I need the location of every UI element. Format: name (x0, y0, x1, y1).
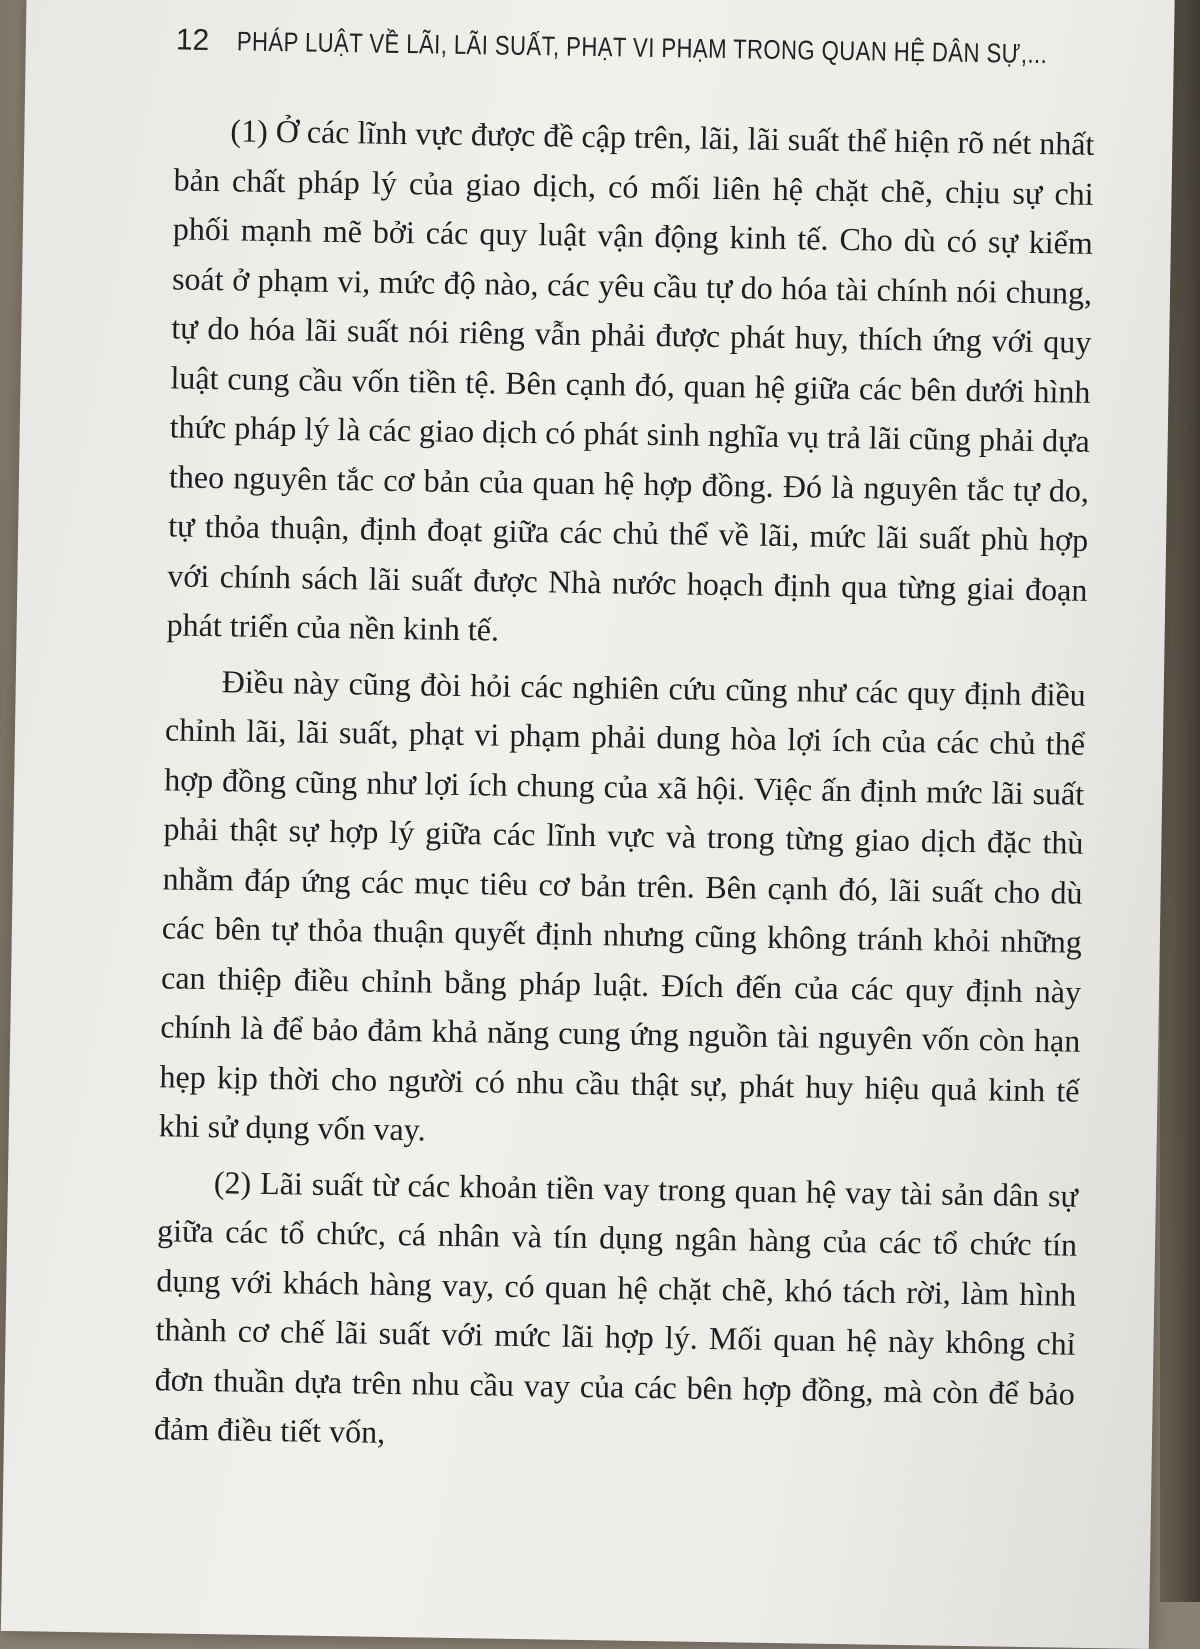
running-title: PHÁP LUẬT VỀ LÃI, LÃI SUẤT, PHẠT VI PHẠM TRONG QUAN HỆ DÂN SỰ,... (237, 25, 1048, 69)
header-separator-bar (223, 25, 224, 57)
paragraph-3: (2) Lãi suất từ các khoản tiền vay trong quan hệ vay tài sản dân sự giữa các tổ chức, cá nhân và tín dụng ngân hàng của các tổ chức tín dụng với khách hàng vay, có quan hệ chặt chẽ, khó tách rời, làm hình thành cơ chế lãi suất với mức lãi hợp lý. Mối quan hệ này không chỉ đơn thuần dựa trên nhu cầu vay của các bên hợp đồng, mà còn để bảo đảm điều tiết vốn, (153, 1163, 1079, 1450)
body-text (154, 105, 1095, 1474)
paragraph-1: (1) Ở các lĩnh vực được đề cập trên, lãi, lãi suất thể hiện rõ nét nhất bản chất pháp lý của giao dịch, có mối liên hệ chặt chẽ, chịu sự chi phối mạnh mẽ bởi các quy luật vận động kinh tế. Cho dù có sự kiểm soát ở phạm vi, mức độ nào, các yêu cầu tự do hóa tài chính nói chung, tự do hóa lãi suất nói riêng vẫn phải được phát huy, thích ứng với quy luật cung cầu vốn tiền tệ. Bên cạnh đó, quan hệ giữa các bên dưới hình thức pháp lý là các giao dịch có phát sinh nghĩa vụ trả lãi cũng phải dựa theo nguyên tắc cơ bản của quan hệ hợp đồng. Đó là nguyên tắc tự do, tự thỏa thuận, định đoạt giữa các chủ thể về lãi, mức lãi suất phù hợp với chính sách lãi suất được Nhà nước hoạch định qua từng giai đoạn phát triển của nền kinh tế. (166, 112, 1095, 648)
page-number: 12 (175, 23, 210, 57)
book-page (1, 0, 1175, 1649)
page-header (176, 23, 1096, 71)
paragraph-2: Điều này cũng đòi hỏi các nghiên cứu cũng như các quy định điều chỉnh lãi, lãi suất, phạt vi phạm phải dung hòa lợi ích của các chủ thể hợp đồng cũng như lợi ích chung của xã hội. Việc ấn định mức lãi suất phải thật sự hợp lý giữa các lĩnh vực và trong từng giao dịch đặc thù nhằm đáp ứng các mục tiêu cơ bản trên. Bên cạnh đó, lãi suất cho dù các bên tự thỏa thuận quyết định nhưng cũng không tránh khỏi những can thiệp điều chỉnh bằng pháp luật. Đích đến của các quy định này chính là để bảo đảm khả năng cung ứng nguồn tài nguyên vốn còn hạn hẹp kịp thời cho người có nhu cầu thật sự, phát huy hiệu quả kinh tế khi sử dụng vốn vay. (158, 662, 1087, 1148)
